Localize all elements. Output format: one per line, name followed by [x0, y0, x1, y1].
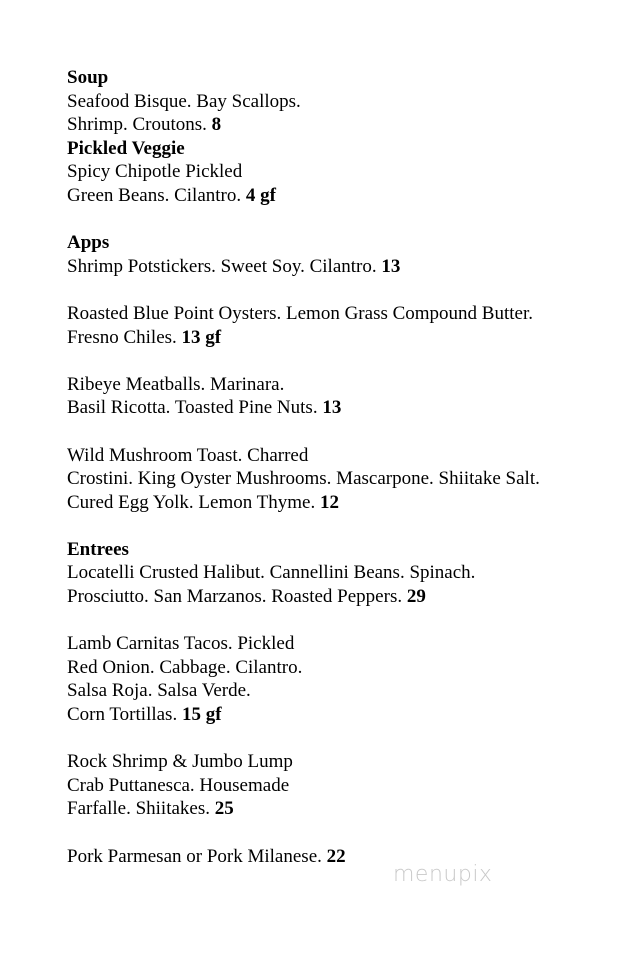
menu-item-line: Salsa Roja. Salsa Verde.: [67, 680, 251, 702]
section-heading-entrees: Entrees: [67, 538, 129, 560]
menu-item-line: Crab Puttanesca. Housemade: [67, 774, 290, 796]
section-heading-soup: Soup: [67, 67, 109, 88]
menu-item-price: 8: [211, 114, 222, 136]
menu-item-text: Shrimp Potstickers. Sweet Soy. Cilantro.: [67, 255, 382, 277]
menu-item-price: 13: [381, 255, 401, 277]
spacer: [67, 420, 617, 444]
menu-item-line: [67, 184, 617, 208]
menu-item-line: Crostini. King Oyster Mushrooms. Mascarpone. Shiitake Salt.: [67, 468, 540, 490]
menu-item-line: [67, 396, 617, 420]
menu-item-price: 25: [214, 798, 234, 820]
menu-item-line: [67, 326, 617, 350]
menu-item-text: Corn Tortillas.: [67, 704, 182, 726]
menupix-watermark: menupix: [393, 862, 493, 887]
section-heading-apps: Apps: [67, 232, 110, 254]
menu-item-line: Lamb Carnitas Tacos. Pickled: [67, 633, 295, 655]
menu-item-line: [67, 797, 617, 821]
menu-item-line: Roasted Blue Point Oysters. Lemon Grass Compound Butter.: [67, 302, 534, 324]
spacer: [67, 727, 617, 751]
menu-item-line: [67, 113, 617, 137]
menu-item-text: Cured Egg Yolk. Lemon Thyme.: [67, 491, 320, 513]
menu-item-text: Green Beans. Cilantro.: [67, 184, 246, 206]
menu-item-line: Spicy Chipotle Pickled: [67, 161, 243, 183]
menu-item-line: Seafood Bisque. Bay Scallops.: [67, 90, 301, 112]
menu-item-price: 29: [406, 586, 426, 608]
menu-item-line: [67, 703, 617, 727]
menu-item-price: 13 gf: [181, 326, 222, 348]
menu-item-line: Ribeye Meatballs. Marinara.: [67, 373, 285, 395]
menu-item-line: [67, 845, 617, 869]
menu-item-text: Prosciutto. San Marzanos. Roasted Peppers.: [67, 586, 407, 608]
menu-item-line: [67, 255, 617, 279]
menu-item-line: Rock Shrimp & Jumbo Lump: [67, 751, 293, 773]
menu-item-line: Red Onion. Cabbage. Cilantro.: [67, 656, 303, 678]
spacer: [67, 821, 617, 845]
menu-item-price: 13: [322, 397, 342, 419]
spacer: [67, 278, 617, 302]
menu-item-text: Pork Parmesan or Pork Milanese.: [67, 845, 327, 867]
menu-item-price: 22: [326, 845, 346, 867]
menu-item-text: Shrimp. Croutons.: [67, 114, 212, 136]
menu-item-text: Basil Ricotta. Toasted Pine Nuts.: [67, 397, 323, 419]
spacer: [67, 349, 617, 373]
menu-item-line: Locatelli Crusted Halibut. Cannellini Beans. Spinach.: [67, 562, 476, 584]
menu-item-text: Fresno Chiles.: [67, 326, 182, 348]
spacer: [67, 609, 617, 633]
menu-page: [67, 66, 617, 868]
menu-item-price: 12: [319, 491, 339, 513]
menu-item-line: [67, 491, 617, 515]
menu-item-price: 15 gf: [181, 704, 222, 726]
menu-item-line: [67, 585, 617, 609]
section-heading-pickled-veggie: Pickled Veggie: [67, 137, 185, 159]
spacer: [67, 514, 617, 538]
menu-item-line: Wild Mushroom Toast. Charred: [67, 444, 309, 466]
menu-item-text: Farfalle. Shiitakes.: [67, 798, 215, 820]
menu-item-price: 4 gf: [245, 184, 276, 206]
spacer: [67, 208, 617, 232]
